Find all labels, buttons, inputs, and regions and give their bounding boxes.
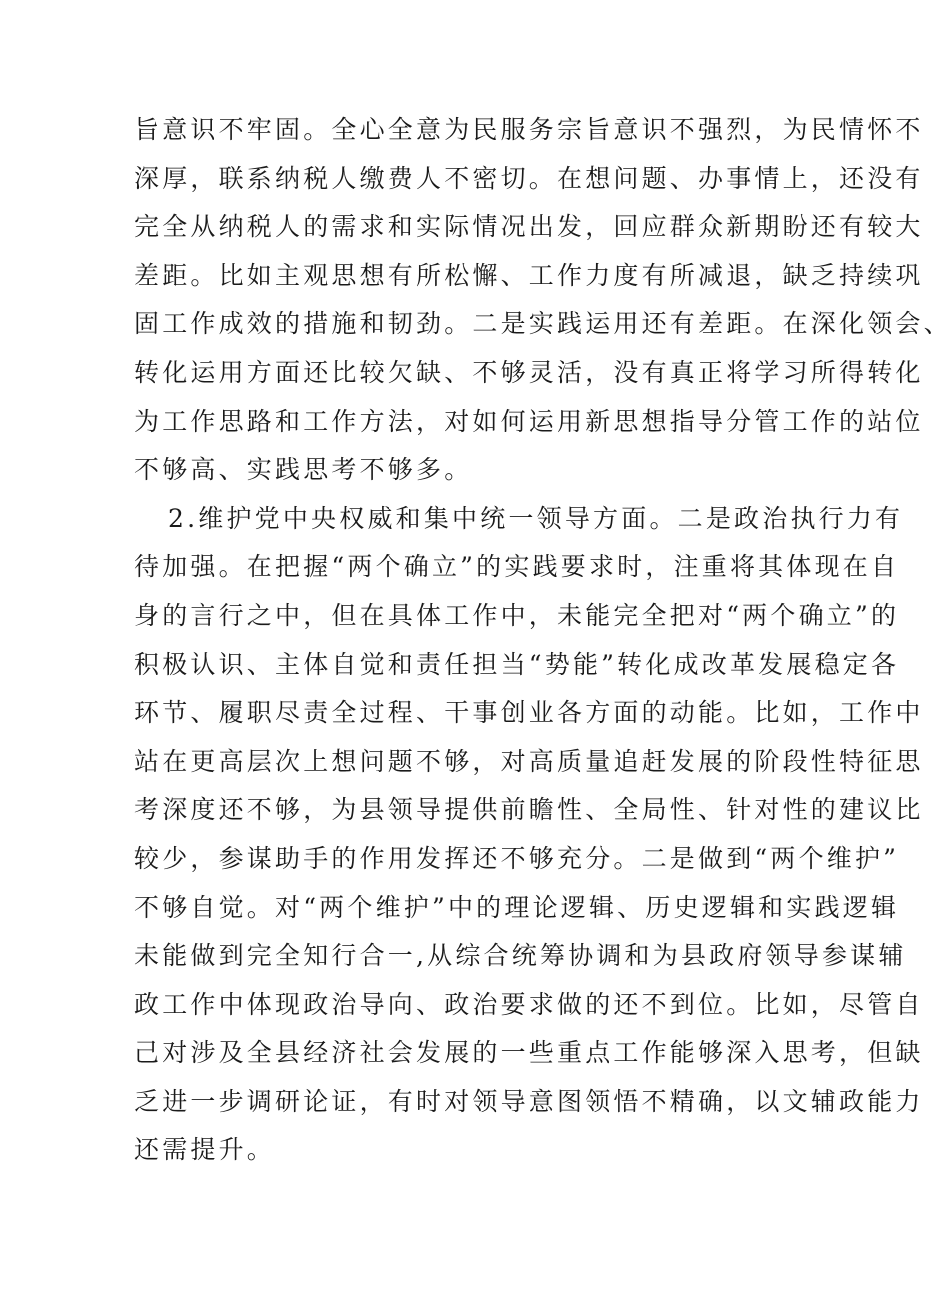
paragraph-2	[134, 495, 924, 1175]
text-line: 政工作中体现政治导向、政治要求做的还不到位。比如，尽管自	[134, 989, 924, 1019]
text-line: 完全从纳税人的需求和实际情况出发，回应群众新期盼还有较大	[134, 212, 924, 242]
text-line: 站在更高层次上想问题不够，对高质量追赶发展的阶段性特征思	[134, 746, 924, 776]
text-line: 2.维护党中央权威和集中统一领导方面。二是政治执行力有	[168, 503, 904, 533]
text-line: 环节、履职尽责全过程、干事创业各方面的动能。比如，工作中	[134, 698, 924, 728]
text-line: 身的言行之中，但在具体工作中，未能完全把对“两个确立”的	[134, 600, 900, 630]
text-line: 深厚，联系纳税人缴费人不密切。在想问题、办事情上，还没有	[134, 163, 924, 193]
paragraph-1	[134, 106, 952, 495]
text-line: 还需提升。	[134, 1135, 276, 1165]
text-line: 较少，参谋助手的作用发挥还不够充分。二是做到“两个维护”	[134, 843, 900, 873]
text-line: 旨意识不牢固。全心全意为民服务宗旨意识不强烈，为民情怀不	[134, 115, 924, 144]
document-body	[134, 106, 952, 1175]
text-line: 不够高、实践思考不够多。	[134, 455, 473, 485]
text-line: 不够自觉。对“两个维护”中的理论逻辑、历史逻辑和实践逻辑	[134, 892, 900, 922]
text-line: 转化运用方面还比较欠缺、不够灵活，没有真正将学习所得转化	[134, 357, 924, 387]
text-line: 乏进一步调研论证，有时对领导意图领悟不精确，以文辅政能力	[134, 1086, 924, 1116]
text-line: 积极认识、主体自觉和责任担当“势能”转化成改革发展稳定各	[134, 649, 900, 679]
text-line: 为工作思路和工作方法，对如何运用新思想指导分管工作的站位	[134, 406, 924, 436]
text-line: 差距。比如主观思想有所松懈、工作力度有所减退，缺乏持续巩	[134, 260, 924, 290]
text-line: 考深度还不够，为县领导提供前瞻性、全局性、针对性的建议比	[134, 795, 924, 825]
text-line: 己对涉及全县经济社会发展的一些重点工作能够深入思考，但缺	[134, 1038, 924, 1068]
text-line: 未能做到完全知行合一,从综合统筹协调和为县政府领导参谋辅	[134, 941, 907, 971]
text-line: 固工作成效的措施和韧劲。二是实践运用还有差距。在深化领会、	[134, 309, 952, 339]
text-line: 待加强。在把握“两个确立”的实践要求时，注重将其体现在自	[134, 552, 900, 582]
